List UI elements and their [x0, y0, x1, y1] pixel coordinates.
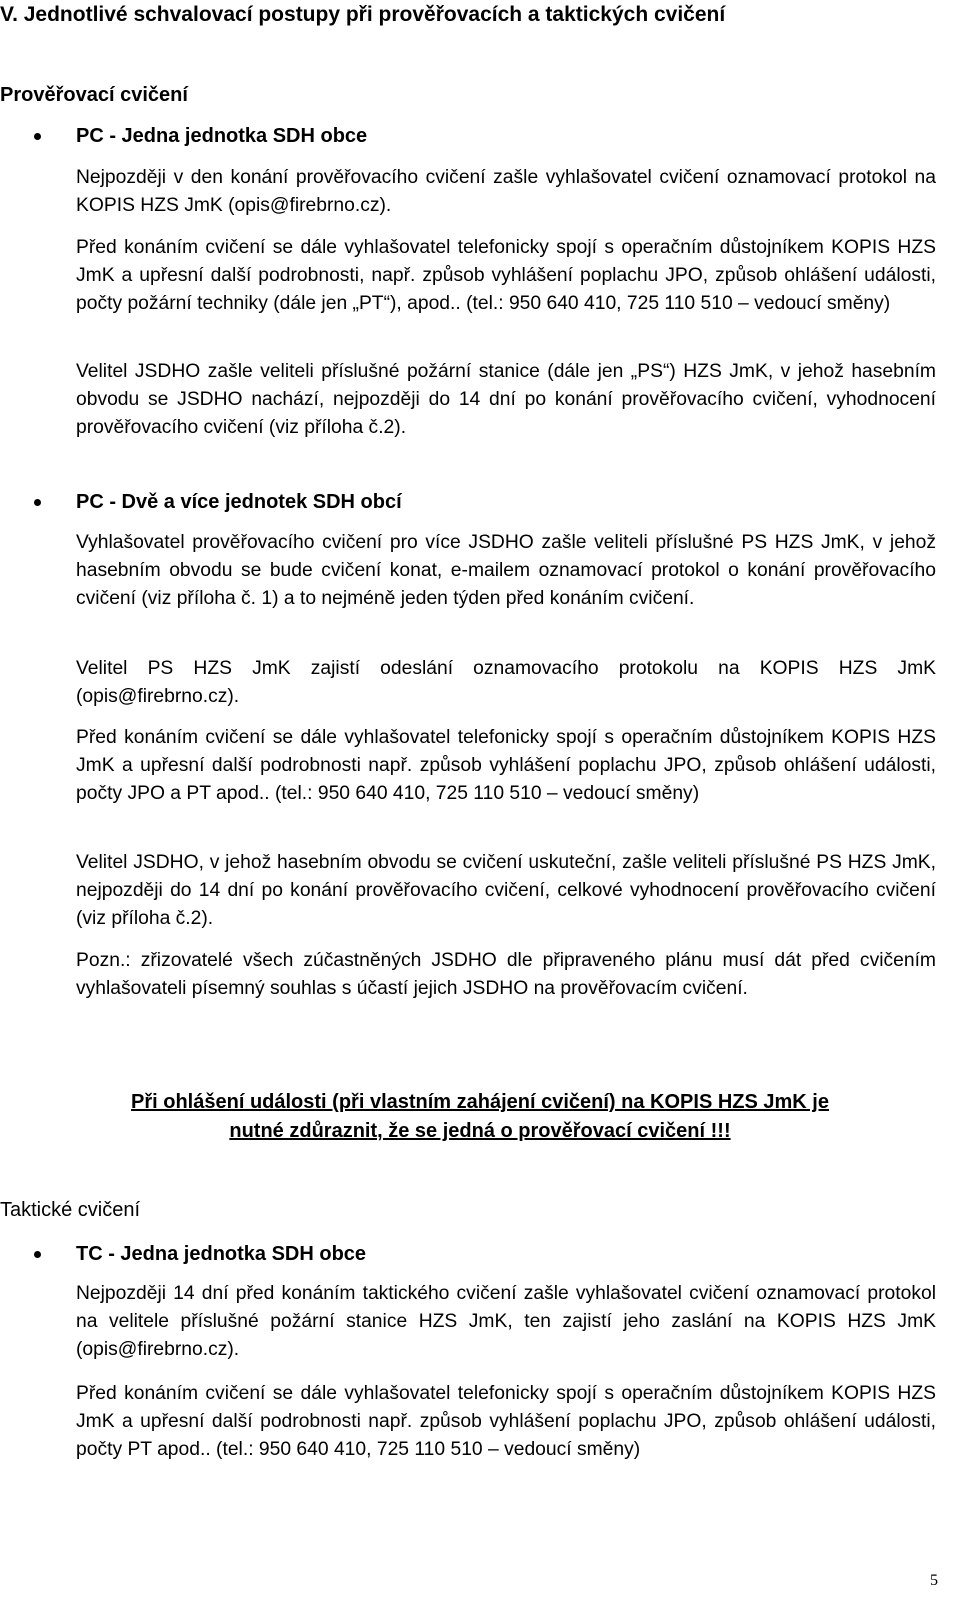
bullet-dot	[34, 133, 41, 140]
bullet-label: PC - Jedna jednotka SDH obce	[76, 125, 368, 147]
paragraph: Před konáním cvičení se dále vyhlašovatel telefonicky spojí s operačním důstojníkem KOPIS HZS JmK a upřesní další podrobnosti, např. způsob vyhlášení poplachu JPO, způsob ohlášení události, počty požární techniky (dále jen „PT“), apod.. (tel.: 950 640 410, 725 110 510 – vedoucí směny)	[76, 237, 936, 314]
bullet-dot	[34, 1251, 41, 1258]
page-number: 5	[930, 1572, 938, 1589]
bullet-label: TC - Jedna jednotka SDH obce	[76, 1243, 367, 1265]
paragraph: Velitel JSDHO, v jehož hasebním obvodu se cvičení uskuteční, zašle veliteli příslušné PS HZS JmK, nejpozději do 14 dní po konání prověřovacího cvičení, celkové vyhodnocení prověřovacího cvičení (viz příloha č.2).	[76, 852, 936, 929]
paragraph: Pozn.: zřizovatelé všech zúčastněných JSDHO dle připraveného plánu musí dát před cvičením vyhlašovateli písemný souhlas s účastí jejich JSDHO na prověřovacím cvičení.	[76, 950, 936, 999]
section-title-proverovaci: Prověřovací cvičení	[0, 84, 188, 106]
page-heading: V. Jednotlivé schvalovací postupy při prověřovacích a taktických cvičení	[0, 3, 726, 26]
bullet-dot	[34, 499, 41, 506]
section-title-takticke: Taktické cvičení	[0, 1199, 141, 1221]
bullet-label: PC - Dvě a více jednotek SDH obcí	[76, 491, 402, 513]
paragraph: Nejpozději v den konání prověřovacího cvičení zašle vyhlašovatel cvičení oznamovací protokol na KOPIS HZS JmK (opis@firebrno.cz).	[76, 167, 936, 216]
notice-line-2: nutné zdůraznit, že se jedná o prověřovací cvičení !!!	[229, 1120, 731, 1142]
paragraph: Velitel JSDHO zašle veliteli příslušné požární stanice (dále jen „PS“) HZS JmK, v jehož hasebním obvodu se JSDHO nachází, nejpozději do 14 dní po konání prověřovacího cvičení, vyhodnocení prověřovacího cvičení (viz příloha č.2).	[76, 361, 936, 438]
paragraph: Před konáním cvičení se dále vyhlašovatel telefonicky spojí s operačním důstojníkem KOPIS HZS JmK a upřesní další podrobnosti např. způsob vyhlášení poplachu JPO, způsob ohlášení události, počty JPO a PT apod.. (tel.: 950 640 410, 725 110 510 – vedoucí směny)	[76, 727, 936, 804]
paragraph: Vyhlašovatel prověřovacího cvičení pro více JSDHO zašle veliteli příslušné PS HZS JmK, v jehož hasebním obvodu se bude cvičení konat, e-mailem oznamovací protokol o konání prověřovacího cvičení (viz příloha č. 1) a to nejméně jeden týden před konáním cvičení.	[76, 532, 936, 609]
paragraph: Nejpozději 14 dní před konáním taktického cvičení zašle vyhlašovatel cvičení oznamovací protokol na velitele příslušné požární stanice HZS JmK, ten zajistí jeho zaslání na KOPIS HZS JmK (opis@firebrno.cz).	[76, 1283, 936, 1360]
notice-line-1: Při ohlášení události (při vlastním zahájení cvičení) na KOPIS HZS JmK je	[131, 1091, 829, 1113]
paragraph: Před konáním cvičení se dále vyhlašovatel telefonicky spojí s operačním důstojníkem KOPIS HZS JmK a upřesní další podrobnosti např. způsob vyhlášení poplachu JPO, způsob ohlášení události, počty PT apod.. (tel.: 950 640 410, 725 110 510 – vedoucí směny)	[76, 1383, 936, 1460]
paragraph: Velitel PS HZS JmK zajistí odeslání oznamovacího protokolu na KOPIS HZS JmK (opis@firebrno.cz).	[76, 658, 936, 707]
